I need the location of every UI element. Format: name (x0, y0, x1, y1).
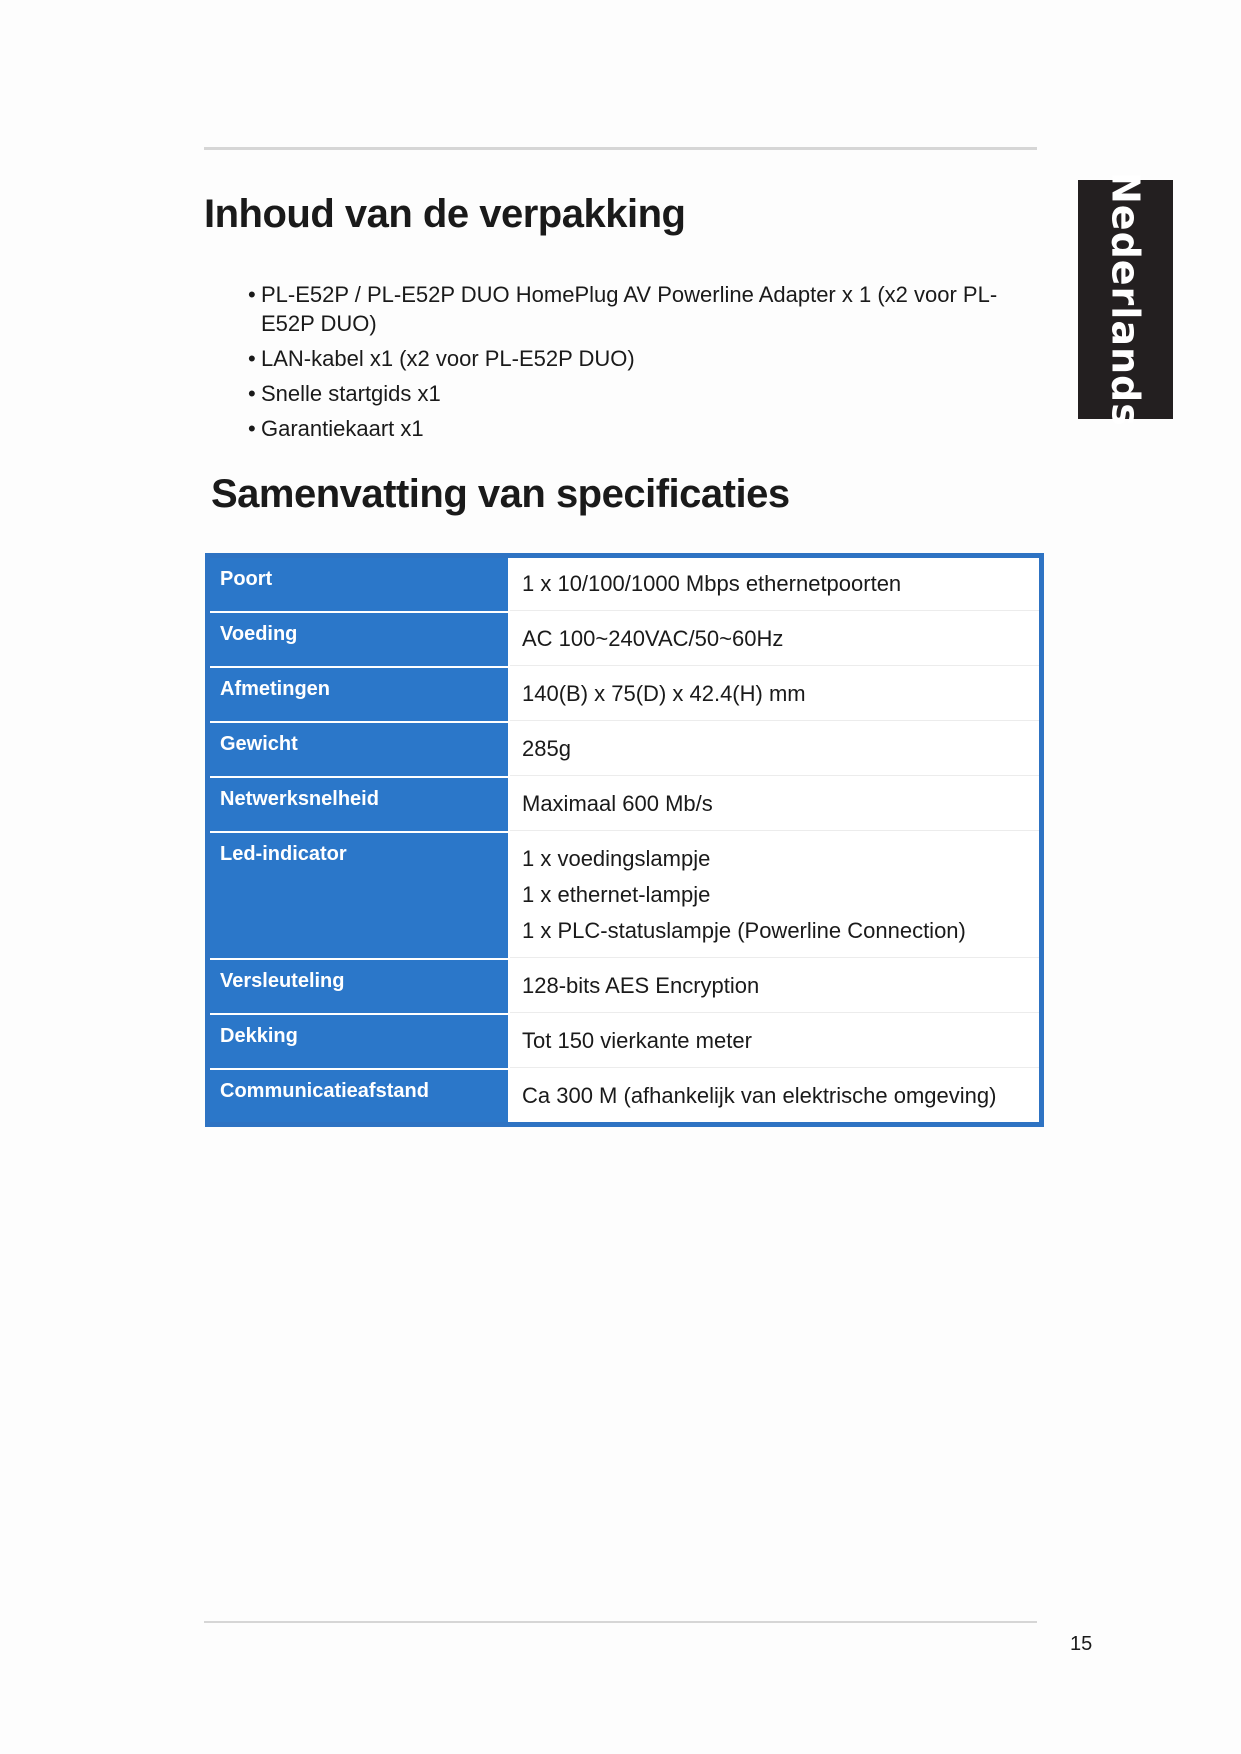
spec-value (510, 1070, 1039, 1122)
page-number: 15 (1070, 1633, 1093, 1655)
spec-value (510, 960, 1039, 1013)
top-divider (204, 147, 1037, 150)
contents-heading: Inhoud van de verpakking (204, 192, 686, 236)
contents-list (248, 280, 1028, 449)
spec-value-line: 1 x voedingslampje (522, 846, 711, 871)
list-item: • LAN-kabel x1 (x2 voor PL-E52P DUO) (248, 344, 1028, 373)
table-row (210, 1070, 1039, 1122)
spec-label: Versleuteling (210, 960, 510, 1013)
spec-value-line: 128-bits AES Encryption (522, 973, 760, 998)
spec-label: Communicatieafstand (210, 1070, 510, 1122)
table-row (210, 668, 1039, 723)
spec-value (510, 723, 1039, 776)
table-row (210, 1015, 1039, 1070)
specs-heading: Samenvatting van specificaties (211, 472, 790, 516)
spec-value (510, 613, 1039, 666)
spec-value (510, 833, 1039, 958)
spec-value (510, 778, 1039, 831)
bottom-divider (204, 1621, 1037, 1623)
table-row (210, 558, 1039, 613)
spec-value-line: AC 100~240VAC/50~60Hz (522, 626, 784, 651)
table-row (210, 778, 1039, 833)
spec-value-line: Tot 150 vierkante meter (522, 1028, 752, 1053)
spec-value (510, 668, 1039, 721)
spec-label: Dekking (210, 1015, 510, 1068)
spec-label: Voeding (210, 613, 510, 666)
spec-value-line: 285g (522, 736, 571, 761)
table-row (210, 613, 1039, 668)
spec-label: Poort (210, 558, 510, 611)
spec-value (510, 1015, 1039, 1068)
list-item: • Garantiekaart x1 (248, 414, 1028, 443)
spec-label: Netwerksnelheid (210, 778, 510, 831)
language-label: Nederlands (1103, 172, 1148, 427)
list-item: • PL-E52P / PL-E52P DUO HomePlug AV Powerline Adapter x 1 (x2 voor PL-E52P DUO) (248, 280, 1028, 338)
spec-value-line: 1 x PLC-statuslampje (Powerline Connection) (522, 918, 966, 943)
spec-value (510, 558, 1039, 611)
language-side-tab (1078, 172, 1173, 427)
spec-table (205, 553, 1044, 1127)
table-row (210, 960, 1039, 1015)
list-item: • Snelle startgids x1 (248, 379, 1028, 408)
spec-label: Afmetingen (210, 668, 510, 721)
table-row (210, 723, 1039, 778)
spec-value-line: 140(B) x 75(D) x 42.4(H) mm (522, 681, 806, 706)
spec-value-line: Maximaal 600 Mb/s (522, 791, 713, 816)
spec-value-line: 1 x 10/100/1000 Mbps ethernetpoorten (522, 571, 902, 596)
table-row (210, 833, 1039, 960)
spec-value-line: 1 x ethernet-lampje (522, 882, 711, 907)
spec-label: Led-indicator (210, 833, 510, 958)
spec-label: Gewicht (210, 723, 510, 776)
spec-value-line: Ca 300 M (afhankelijk van elektrische omgeving) (522, 1083, 997, 1108)
